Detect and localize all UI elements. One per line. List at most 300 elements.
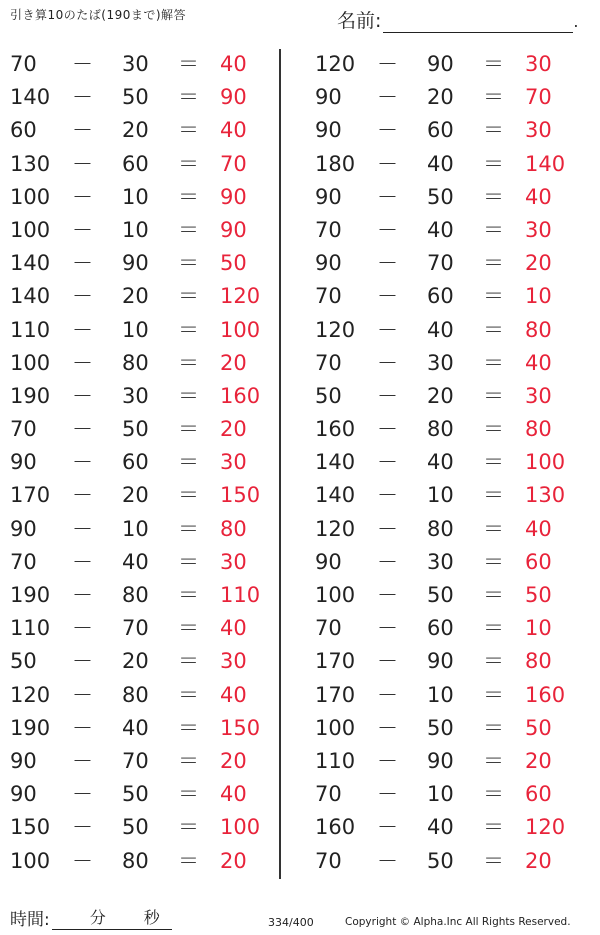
equals-sign: ＝ bbox=[178, 85, 199, 110]
subtrahend: 90 bbox=[427, 649, 454, 674]
minuend: 110 bbox=[10, 317, 51, 342]
subtrahend: 40 bbox=[427, 151, 454, 176]
answer: 10 bbox=[525, 284, 552, 309]
subtrahend: 50 bbox=[427, 184, 454, 209]
problem-row bbox=[315, 579, 585, 612]
subtrahend: 10 bbox=[122, 217, 149, 242]
equals-sign: ＝ bbox=[178, 782, 199, 807]
name-end-mark: . bbox=[573, 12, 579, 31]
subtrahend: 10 bbox=[122, 317, 149, 342]
minus-sign: － bbox=[377, 516, 398, 541]
minuend: 110 bbox=[315, 748, 356, 773]
problem-row bbox=[315, 745, 585, 778]
subtrahend: 40 bbox=[122, 549, 149, 574]
problem-row bbox=[10, 380, 280, 413]
answer: 90 bbox=[220, 217, 247, 242]
minus-sign: － bbox=[72, 782, 93, 807]
equals-sign: ＝ bbox=[483, 616, 504, 641]
equals-sign: ＝ bbox=[178, 848, 199, 873]
name-field bbox=[337, 6, 579, 33]
minuend: 50 bbox=[10, 649, 37, 674]
equals-sign: ＝ bbox=[178, 251, 199, 276]
answer: 150 bbox=[220, 483, 261, 508]
answer: 30 bbox=[525, 52, 552, 76]
equals-sign: ＝ bbox=[178, 483, 199, 508]
subtrahend: 30 bbox=[427, 549, 454, 574]
minus-sign: － bbox=[72, 85, 93, 110]
problem-row bbox=[10, 314, 280, 347]
minuend: 160 bbox=[315, 815, 356, 840]
minuend: 100 bbox=[315, 715, 356, 740]
problem-row bbox=[10, 645, 280, 678]
subtrahend: 80 bbox=[427, 417, 454, 442]
minuend: 140 bbox=[315, 483, 356, 508]
equals-sign: ＝ bbox=[483, 516, 504, 541]
equals-sign: ＝ bbox=[178, 583, 199, 607]
minus-sign: － bbox=[377, 251, 398, 276]
subtrahend: 60 bbox=[427, 616, 454, 641]
answer: 120 bbox=[220, 284, 261, 309]
minus-sign: － bbox=[377, 450, 398, 475]
problem-row bbox=[10, 811, 280, 844]
problem-row bbox=[10, 579, 280, 612]
equals-sign: ＝ bbox=[178, 516, 199, 541]
problem-row bbox=[10, 612, 280, 645]
equals-sign: ＝ bbox=[178, 118, 199, 143]
equals-sign: ＝ bbox=[483, 217, 504, 242]
equals-sign: ＝ bbox=[178, 649, 199, 674]
equals-sign: ＝ bbox=[178, 715, 199, 740]
minus-sign: － bbox=[72, 184, 93, 209]
answer: 40 bbox=[220, 682, 247, 707]
minus-sign: － bbox=[377, 151, 398, 176]
minus-sign: － bbox=[72, 583, 93, 607]
answer: 100 bbox=[525, 450, 566, 475]
minus-sign: － bbox=[377, 682, 398, 707]
equals-sign: ＝ bbox=[178, 284, 199, 309]
subtrahend: 10 bbox=[427, 782, 454, 807]
minus-sign: － bbox=[377, 317, 398, 342]
minus-sign: － bbox=[377, 184, 398, 209]
problem-row bbox=[315, 546, 585, 579]
minus-sign: － bbox=[72, 317, 93, 342]
minus-sign: － bbox=[72, 251, 93, 276]
minus-sign: － bbox=[72, 483, 93, 508]
minus-sign: － bbox=[377, 52, 398, 76]
problem-row bbox=[315, 48, 585, 81]
equals-sign: ＝ bbox=[483, 483, 504, 508]
equals-sign: ＝ bbox=[178, 815, 199, 840]
subtrahend: 50 bbox=[122, 782, 149, 807]
minus-sign: － bbox=[377, 616, 398, 641]
answer: 40 bbox=[220, 616, 247, 641]
problem-row bbox=[10, 413, 280, 446]
problem-row bbox=[315, 479, 585, 512]
subtrahend: 10 bbox=[122, 184, 149, 209]
problem-row bbox=[315, 811, 585, 844]
answer: 60 bbox=[525, 549, 552, 574]
subtrahend: 10 bbox=[122, 516, 149, 541]
minuend: 90 bbox=[10, 748, 37, 773]
answer: 20 bbox=[525, 251, 552, 276]
problem-row bbox=[10, 347, 280, 380]
minuend: 70 bbox=[315, 848, 342, 873]
equals-sign: ＝ bbox=[483, 782, 504, 807]
problem-row bbox=[315, 845, 585, 878]
minuend: 90 bbox=[10, 450, 37, 475]
equals-sign: ＝ bbox=[178, 184, 199, 209]
minus-sign: － bbox=[377, 383, 398, 408]
minus-sign: － bbox=[377, 715, 398, 740]
minus-sign: － bbox=[72, 715, 93, 740]
minuend: 120 bbox=[315, 516, 356, 541]
answer: 60 bbox=[525, 782, 552, 807]
minus-sign: － bbox=[377, 649, 398, 674]
answer: 140 bbox=[525, 151, 566, 176]
minuend: 70 bbox=[315, 217, 342, 242]
answer: 20 bbox=[220, 748, 247, 773]
subtrahend: 40 bbox=[427, 450, 454, 475]
problem-row bbox=[315, 645, 585, 678]
answer: 80 bbox=[525, 417, 552, 442]
minuend: 110 bbox=[10, 616, 51, 641]
equals-sign: ＝ bbox=[483, 848, 504, 873]
equals-sign: ＝ bbox=[483, 85, 504, 110]
answer: 40 bbox=[525, 350, 552, 375]
problem-row bbox=[10, 513, 280, 546]
problem-row bbox=[10, 247, 280, 280]
problem-row bbox=[315, 148, 585, 181]
equals-sign: ＝ bbox=[483, 52, 504, 76]
problem-row bbox=[315, 679, 585, 712]
minus-sign: － bbox=[377, 85, 398, 110]
minuend: 140 bbox=[10, 251, 51, 276]
equals-sign: ＝ bbox=[483, 151, 504, 176]
answer: 30 bbox=[220, 649, 247, 674]
problem-row bbox=[10, 48, 280, 81]
minuend: 170 bbox=[10, 483, 51, 508]
answer: 30 bbox=[525, 383, 552, 408]
problem-row bbox=[10, 280, 280, 313]
subtrahend: 80 bbox=[122, 682, 149, 707]
equals-sign: ＝ bbox=[483, 284, 504, 309]
equals-sign: ＝ bbox=[483, 682, 504, 707]
subtrahend: 50 bbox=[427, 715, 454, 740]
problem-row bbox=[315, 314, 585, 347]
subtrahend: 50 bbox=[427, 583, 454, 607]
subtrahend: 50 bbox=[122, 85, 149, 110]
minuend: 90 bbox=[315, 251, 342, 276]
equals-sign: ＝ bbox=[178, 748, 199, 773]
answer: 80 bbox=[525, 317, 552, 342]
minuend: 90 bbox=[315, 549, 342, 574]
minus-sign: － bbox=[377, 417, 398, 442]
minuend: 50 bbox=[315, 383, 342, 408]
answer: 30 bbox=[525, 118, 552, 143]
problem-column-left bbox=[10, 48, 280, 878]
minuend: 190 bbox=[10, 583, 51, 607]
answer: 40 bbox=[220, 118, 247, 143]
answer: 40 bbox=[525, 516, 552, 541]
answer: 130 bbox=[525, 483, 566, 508]
answer: 50 bbox=[525, 715, 552, 740]
answer: 160 bbox=[525, 682, 566, 707]
minus-sign: － bbox=[377, 848, 398, 873]
minus-sign: － bbox=[72, 217, 93, 242]
equals-sign: ＝ bbox=[483, 815, 504, 840]
minus-sign: － bbox=[72, 748, 93, 773]
problem-row bbox=[315, 280, 585, 313]
minuend: 70 bbox=[315, 350, 342, 375]
problem-row bbox=[10, 679, 280, 712]
equals-sign: ＝ bbox=[178, 151, 199, 176]
minus-sign: － bbox=[72, 118, 93, 143]
problem-row bbox=[10, 745, 280, 778]
answer: 120 bbox=[525, 815, 566, 840]
minutes-unit: 分 bbox=[89, 908, 106, 927]
problem-row bbox=[10, 214, 280, 247]
subtrahend: 80 bbox=[122, 350, 149, 375]
minuend: 100 bbox=[10, 848, 51, 873]
minus-sign: － bbox=[72, 383, 93, 408]
answer: 30 bbox=[525, 217, 552, 242]
problem-row bbox=[315, 413, 585, 446]
minus-sign: － bbox=[72, 848, 93, 873]
column-divider bbox=[279, 49, 281, 879]
answer: 20 bbox=[220, 417, 247, 442]
minus-sign: － bbox=[377, 815, 398, 840]
subtrahend: 40 bbox=[427, 815, 454, 840]
problem-row bbox=[10, 114, 280, 147]
answer: 90 bbox=[220, 184, 247, 209]
subtrahend: 20 bbox=[122, 649, 149, 674]
subtrahend: 30 bbox=[122, 383, 149, 408]
subtrahend: 40 bbox=[427, 317, 454, 342]
equals-sign: ＝ bbox=[178, 682, 199, 707]
minus-sign: － bbox=[72, 649, 93, 674]
copyright-notice: Copyright © Alpha.Inc All Rights Reserved. bbox=[345, 916, 571, 928]
equals-sign: ＝ bbox=[483, 317, 504, 342]
subtrahend: 50 bbox=[122, 815, 149, 840]
minus-sign: － bbox=[377, 483, 398, 508]
time-write-line bbox=[52, 908, 172, 930]
subtrahend: 50 bbox=[122, 417, 149, 442]
answer: 110 bbox=[220, 583, 261, 607]
problem-row bbox=[315, 181, 585, 214]
equals-sign: ＝ bbox=[483, 549, 504, 574]
minus-sign: － bbox=[377, 350, 398, 375]
minuend: 120 bbox=[315, 52, 356, 76]
equals-sign: ＝ bbox=[178, 417, 199, 442]
minuend: 100 bbox=[315, 583, 356, 607]
answer: 20 bbox=[525, 748, 552, 773]
answer: 50 bbox=[525, 583, 552, 607]
minuend: 70 bbox=[315, 782, 342, 807]
minuend: 150 bbox=[10, 815, 51, 840]
problem-row bbox=[315, 214, 585, 247]
seconds-unit: 秒 bbox=[143, 908, 160, 927]
equals-sign: ＝ bbox=[483, 417, 504, 442]
problem-row bbox=[10, 712, 280, 745]
answer: 20 bbox=[525, 848, 552, 873]
problem-row bbox=[10, 81, 280, 114]
minuend: 140 bbox=[10, 284, 51, 309]
minuend: 130 bbox=[10, 151, 51, 176]
subtrahend: 20 bbox=[427, 383, 454, 408]
problem-row bbox=[10, 546, 280, 579]
problem-row bbox=[315, 81, 585, 114]
answer: 10 bbox=[525, 616, 552, 641]
answer: 100 bbox=[220, 815, 261, 840]
minuend: 70 bbox=[10, 549, 37, 574]
subtrahend: 60 bbox=[122, 450, 149, 475]
minus-sign: － bbox=[72, 350, 93, 375]
answer: 40 bbox=[220, 782, 247, 807]
minus-sign: － bbox=[72, 417, 93, 442]
problem-column-right bbox=[315, 48, 585, 878]
equals-sign: ＝ bbox=[483, 184, 504, 209]
minuend: 120 bbox=[10, 682, 51, 707]
subtrahend: 60 bbox=[427, 118, 454, 143]
equals-sign: ＝ bbox=[483, 715, 504, 740]
minuend: 90 bbox=[315, 118, 342, 143]
subtrahend: 20 bbox=[122, 284, 149, 309]
subtrahend: 60 bbox=[122, 151, 149, 176]
problem-row bbox=[315, 778, 585, 811]
answer: 80 bbox=[220, 516, 247, 541]
minuend: 100 bbox=[10, 350, 51, 375]
minuend: 90 bbox=[10, 782, 37, 807]
subtrahend: 50 bbox=[427, 848, 454, 873]
problem-row bbox=[315, 446, 585, 479]
minuend: 170 bbox=[315, 682, 356, 707]
minuend: 190 bbox=[10, 383, 51, 408]
minus-sign: － bbox=[377, 118, 398, 143]
answer: 160 bbox=[220, 383, 261, 408]
answer: 70 bbox=[220, 151, 247, 176]
subtrahend: 80 bbox=[122, 848, 149, 873]
equals-sign: ＝ bbox=[178, 217, 199, 242]
minus-sign: － bbox=[377, 748, 398, 773]
subtrahend: 90 bbox=[427, 748, 454, 773]
subtrahend: 10 bbox=[427, 682, 454, 707]
minus-sign: － bbox=[72, 815, 93, 840]
minus-sign: － bbox=[72, 450, 93, 475]
subtrahend: 40 bbox=[427, 217, 454, 242]
answer: 80 bbox=[525, 649, 552, 674]
answer: 30 bbox=[220, 450, 247, 475]
problem-row bbox=[10, 778, 280, 811]
minuend: 90 bbox=[315, 85, 342, 110]
minuend: 90 bbox=[315, 184, 342, 209]
minuend: 120 bbox=[315, 317, 356, 342]
minuend: 60 bbox=[10, 118, 37, 143]
subtrahend: 10 bbox=[427, 483, 454, 508]
minuend: 70 bbox=[10, 417, 37, 442]
equals-sign: ＝ bbox=[483, 583, 504, 607]
minuend: 180 bbox=[315, 151, 356, 176]
minuend: 140 bbox=[315, 450, 356, 475]
equals-sign: ＝ bbox=[483, 649, 504, 674]
page-number: 334/400 bbox=[268, 916, 314, 929]
problem-row bbox=[10, 148, 280, 181]
minus-sign: － bbox=[72, 682, 93, 707]
minuend: 70 bbox=[315, 616, 342, 641]
time-label: 時間: bbox=[10, 910, 50, 930]
minus-sign: － bbox=[377, 284, 398, 309]
minuend: 100 bbox=[10, 217, 51, 242]
equals-sign: ＝ bbox=[483, 383, 504, 408]
answer: 40 bbox=[525, 184, 552, 209]
name-label: 名前: bbox=[337, 10, 382, 32]
name-write-line bbox=[383, 14, 573, 33]
answer: 70 bbox=[525, 85, 552, 110]
equals-sign: ＝ bbox=[178, 549, 199, 574]
minuend: 140 bbox=[10, 85, 51, 110]
minus-sign: － bbox=[377, 782, 398, 807]
minus-sign: － bbox=[72, 549, 93, 574]
minuend: 190 bbox=[10, 715, 51, 740]
answer: 40 bbox=[220, 52, 247, 76]
equals-sign: ＝ bbox=[483, 450, 504, 475]
problem-row bbox=[315, 347, 585, 380]
problem-row bbox=[10, 181, 280, 214]
answer: 150 bbox=[220, 715, 261, 740]
minuend: 70 bbox=[315, 284, 342, 309]
problem-row bbox=[315, 513, 585, 546]
minus-sign: － bbox=[72, 151, 93, 176]
subtrahend: 40 bbox=[122, 715, 149, 740]
equals-sign: ＝ bbox=[483, 118, 504, 143]
problem-row bbox=[315, 380, 585, 413]
answer: 30 bbox=[220, 549, 247, 574]
subtrahend: 90 bbox=[122, 251, 149, 276]
equals-sign: ＝ bbox=[178, 350, 199, 375]
minus-sign: － bbox=[72, 616, 93, 641]
subtrahend: 80 bbox=[122, 583, 149, 607]
equals-sign: ＝ bbox=[483, 748, 504, 773]
minuend: 100 bbox=[10, 184, 51, 209]
subtrahend: 70 bbox=[427, 251, 454, 276]
minuend: 160 bbox=[315, 417, 356, 442]
minuend: 170 bbox=[315, 649, 356, 674]
equals-sign: ＝ bbox=[178, 317, 199, 342]
answer: 100 bbox=[220, 317, 261, 342]
problem-row bbox=[315, 114, 585, 147]
subtrahend: 20 bbox=[122, 118, 149, 143]
problem-row bbox=[10, 446, 280, 479]
minus-sign: － bbox=[72, 516, 93, 541]
subtrahend: 20 bbox=[427, 85, 454, 110]
subtrahend: 70 bbox=[122, 616, 149, 641]
minuend: 70 bbox=[10, 52, 37, 76]
subtrahend: 20 bbox=[122, 483, 149, 508]
problem-row bbox=[10, 479, 280, 512]
subtrahend: 30 bbox=[122, 52, 149, 76]
equals-sign: ＝ bbox=[178, 52, 199, 76]
equals-sign: ＝ bbox=[178, 383, 199, 408]
answer: 20 bbox=[220, 350, 247, 375]
subtrahend: 60 bbox=[427, 284, 454, 309]
time-field bbox=[10, 905, 172, 930]
problem-row bbox=[10, 845, 280, 878]
minus-sign: － bbox=[72, 284, 93, 309]
subtrahend: 30 bbox=[427, 350, 454, 375]
subtrahend: 90 bbox=[427, 52, 454, 76]
subtrahend: 70 bbox=[122, 748, 149, 773]
equals-sign: ＝ bbox=[483, 350, 504, 375]
problem-row bbox=[315, 247, 585, 280]
